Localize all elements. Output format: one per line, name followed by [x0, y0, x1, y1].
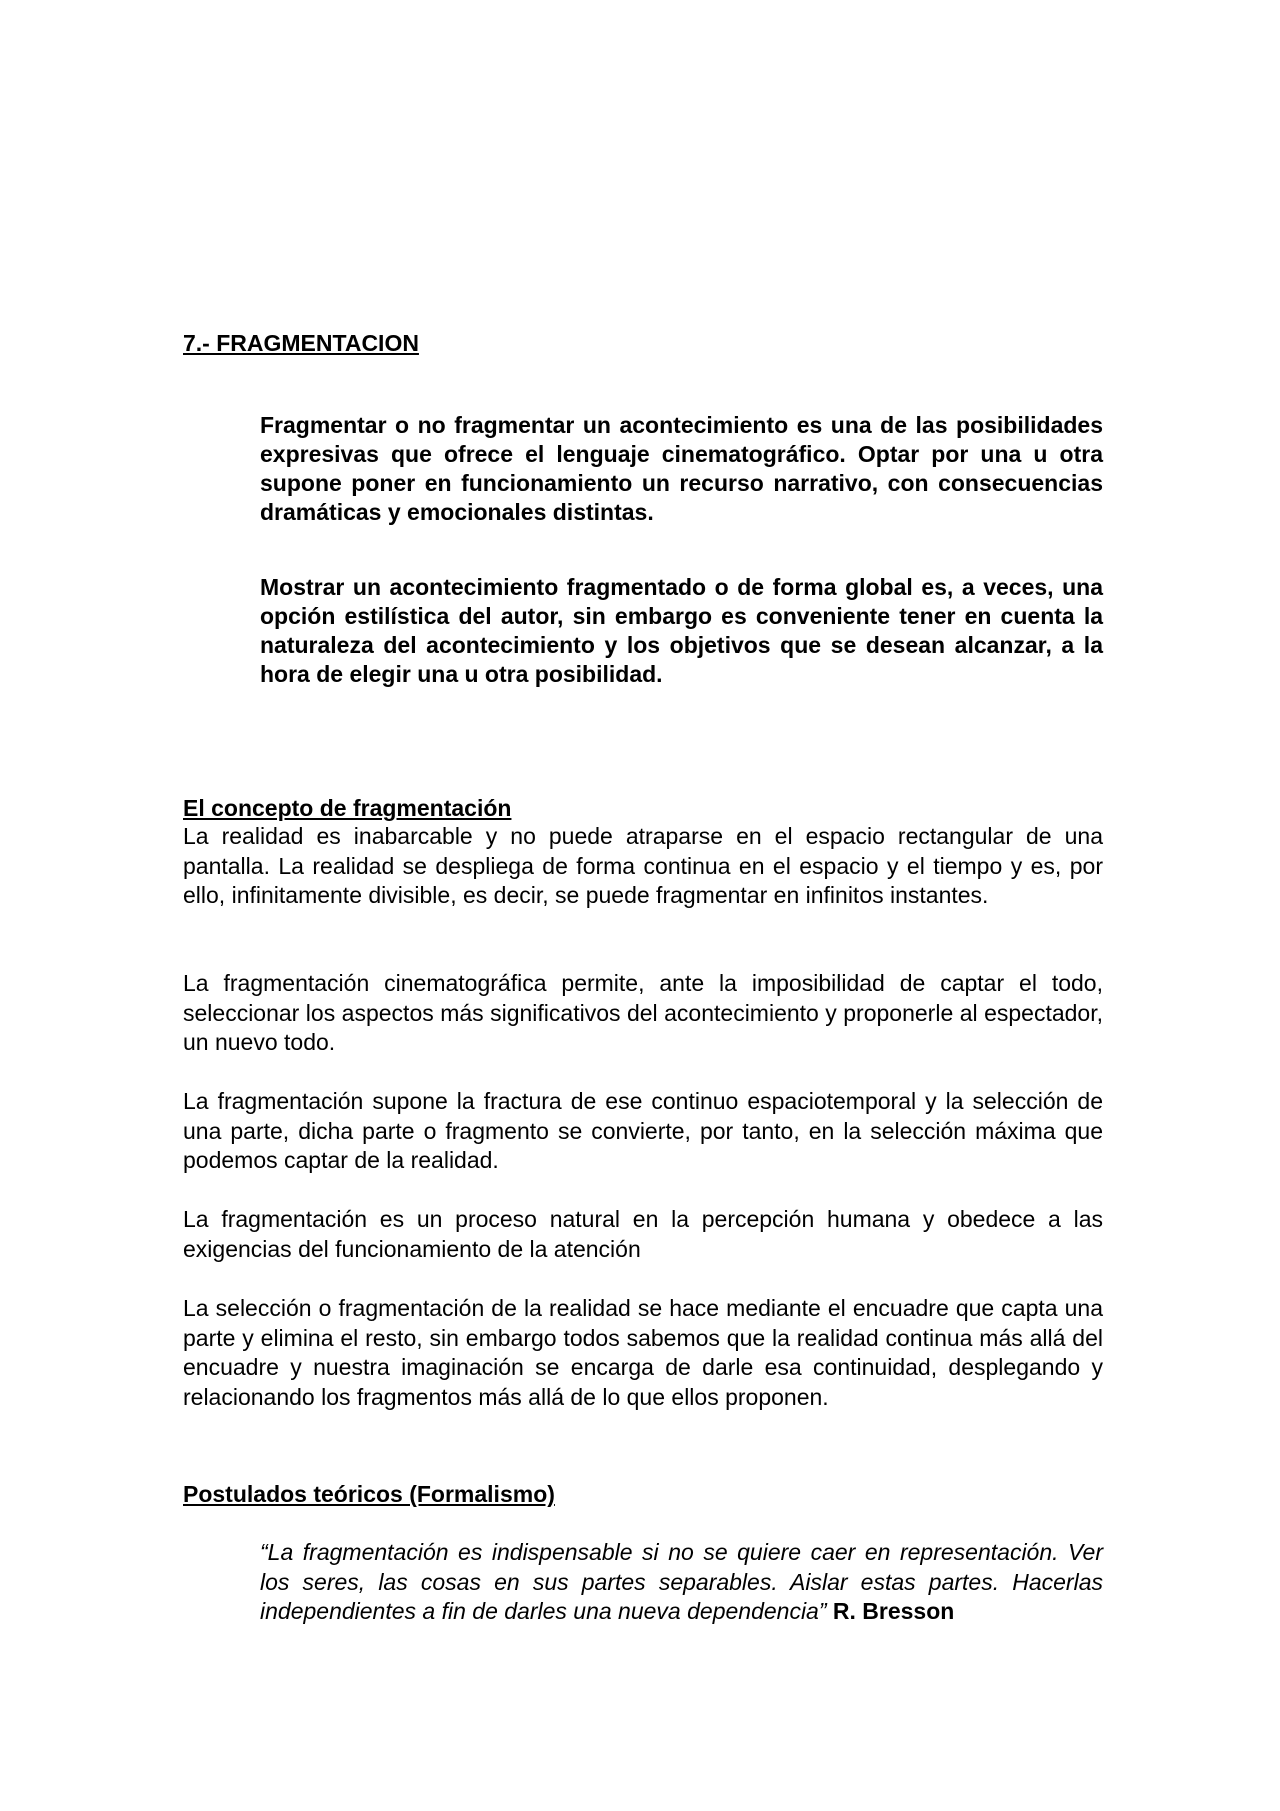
- intro-paragraph-1: Fragmentar o no fragmentar un acontecimiento es una de las posibilidades expresivas que ofrece el lenguaje cinematográfico. Optar por una u otra supone poner en funcionamiento un recurso narrativo, con consecuencias dramáticas y emocionales distintas.: [260, 412, 1103, 525]
- concept-paragraph-2: La fragmentación cinematográfica permite, ante la imposibilidad de captar el todo, seleccionar los aspectos más significativos del acontecimiento y proponerle al espectador, un nuevo todo.: [183, 970, 1103, 1055]
- concept-paragraph-5: La selección o fragmentación de la realidad se hace mediante el encuadre que capta una parte y elimina el resto, sin embargo todos sabemos que la realidad continua más allá del encuadre y nuestra imaginación se encarga de darle esa continuidad, desplegando y relacionando los fragmentos más allá de lo que ellos proponen.: [183, 1295, 1103, 1410]
- intro-paragraph-2: Mostrar un acontecimiento fragmentado o de forma global es, a veces, una opción estilística del autor, sin embargo es conveniente tener en cuenta la naturaleza del acontecimiento y los objetivos que se desean alcanzar, a la hora de elegir una u otra posibilidad.: [260, 574, 1103, 687]
- concept-paragraph-3: La fragmentación supone la fractura de ese continuo espaciotemporal y la selección de una parte, dicha parte o fragmento se convierte, por tanto, en la selección máxima que podemos captar de la realidad.: [183, 1088, 1103, 1173]
- quote-text: “La fragmentación es indispensable si no se quiere caer en representación. Ver los seres, las cosas en sus partes separables. Aislar estas partes. Hacerlas independientes a fin de darles una nueva dependencia”: [260, 1539, 1103, 1624]
- page-title: 7.- FRAGMENTACION: [183, 330, 419, 356]
- section-heading-postulates: Postulados teóricos (Formalismo): [183, 1481, 555, 1507]
- concept-paragraph-1: La realidad es inabarcable y no puede atraparse en el espacio rectangular de una pantalla. La realidad se despliega de forma continua en el espacio y el tiempo y es, por ello, infinitamente divisible, es decir, se puede fragmentar en infinitos instantes.: [183, 823, 1103, 908]
- bresson-quote: [260, 1538, 1103, 1627]
- concept-paragraph-4: La fragmentación es un proceso natural en la percepción humana y obedece a las exigencias del funcionamiento de la atención: [183, 1206, 1103, 1262]
- quote-author: R. Bresson: [832, 1598, 955, 1624]
- section-heading-concept: El concepto de fragmentación: [183, 795, 512, 821]
